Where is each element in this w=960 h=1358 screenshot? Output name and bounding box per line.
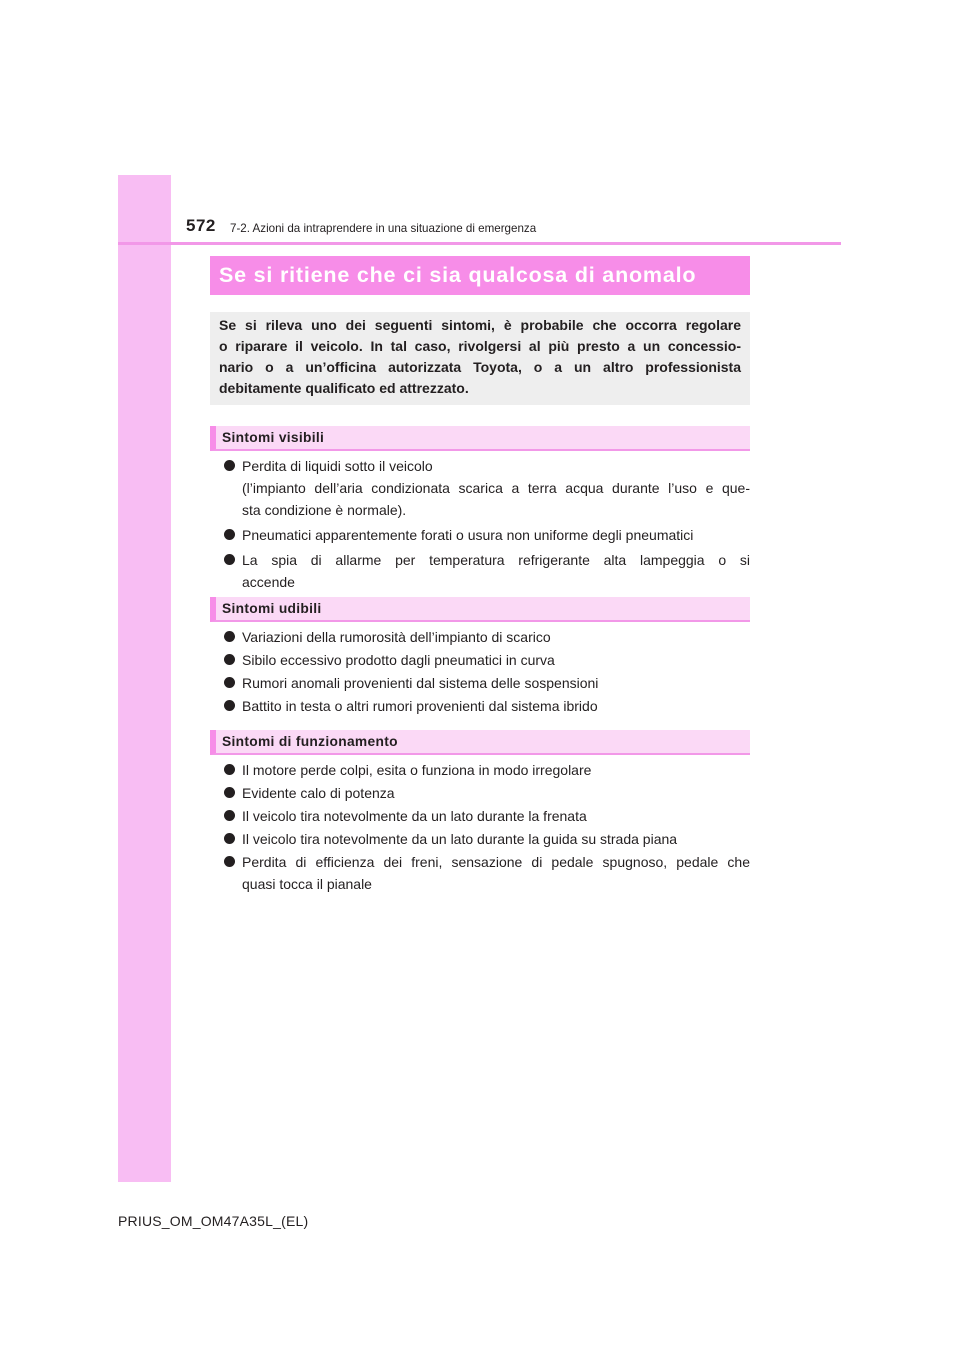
footer-code: PRIUS_OM_OM47A35L_(EL) [118,1213,309,1229]
item-line: Il veicolo tira notevolmente da un lato durante la guida su strada piana [242,831,678,847]
list-funzionamento [224,759,750,895]
item-line: Rumori anomali provenienti dal sistema delle sospensioni [242,675,599,691]
item-line: La spia di allarme per temperatura refrigerante alta lampeggia o si [242,552,750,568]
intro-box [210,312,750,405]
list-udibili [224,626,750,717]
header-rule [118,242,841,245]
item-line: quasi tocca il pianale [242,876,372,892]
intro-line: debitamente qualificato ed attrezzato. [219,380,469,396]
item-line: Variazioni della rumorosità dell’impianto di scarico [242,629,551,645]
chapter-side-bar [118,175,171,1182]
bullet-dot [224,810,235,821]
item-line: Il motore perde colpi, esita o funziona in modo irregolare [242,762,592,778]
bullet-dot [224,654,235,665]
intro-line: nario o a un’officina autorizzata Toyota, o a un altro professionista [219,359,741,375]
bullet-dot [224,787,235,798]
list-item [224,828,750,850]
list-item [224,626,750,648]
item-line: Sibilo eccessivo prodotto dagli pneumatici in curva [242,652,555,668]
item-line: Perdita di liquidi sotto il veicolo [242,458,433,474]
list-item [224,672,750,694]
bullet-dot [224,677,235,688]
list-item [224,549,750,593]
page-number: 572 [186,216,216,235]
subheader-visibili: Sintomi visibili [210,426,750,451]
bullet-dot [224,856,235,867]
item-line: Perdita di efficienza dei freni, sensazione di pedale spugnoso, pedale che [242,854,750,870]
item-line: sta condizione è normale). [242,502,407,518]
item-line: Il veicolo tira notevolmente da un lato durante la frenata [242,808,587,824]
bullet-dot [224,631,235,642]
subheader-funzionamento: Sintomi di funzionamento [210,730,750,755]
intro-line: o riparare il veicolo. In tal caso, rivolgersi al più presto a un concessio- [219,338,741,354]
bullet-dot [224,529,235,540]
list-item [224,851,750,895]
list-item [224,524,750,546]
list-item [224,695,750,717]
list-item [224,649,750,671]
item-line: (l’impianto dell’aria condizionata scarica a terra acqua durante l’uso e que- [242,480,750,496]
list-visibili [224,455,750,593]
bullet-dot [224,700,235,711]
intro-line: Se si rileva uno dei seguenti sintomi, è probabile che occorra regolare [219,317,741,333]
item-line: Battito in testa o altri rumori provenienti dal sistema ibrido [242,698,598,714]
bullet-dot [224,460,235,471]
item-line: accende [242,574,295,590]
list-item [224,759,750,781]
item-line: Pneumatici apparentemente forati o usura non uniforme degli pneumatici [242,527,694,543]
subheader-udibili: Sintomi udibili [210,597,750,622]
list-item [224,782,750,804]
section-title: Se si ritiene che ci sia qualcosa di anomalo [210,256,750,295]
bullet-dot [224,554,235,565]
item-line: Evidente calo di potenza [242,785,395,801]
list-item [224,455,750,521]
bullet-dot [224,833,235,844]
chapter-title: 7-2. Azioni da intraprendere in una situazione di emergenza [230,222,537,235]
list-item [224,805,750,827]
bullet-dot [224,764,235,775]
